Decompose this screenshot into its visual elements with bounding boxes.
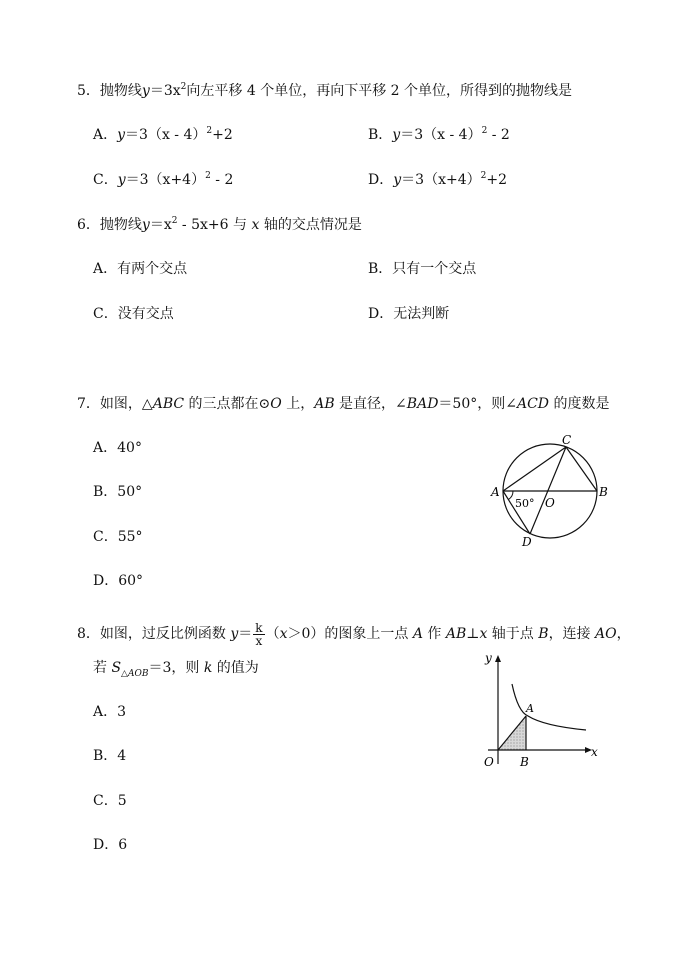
option-text: 60°: [118, 573, 144, 589]
option-text: 3: [117, 704, 127, 720]
option-var: y: [117, 172, 126, 188]
q8-label-o: O: [484, 755, 494, 769]
option-text: 55°: [117, 529, 143, 545]
q6-stem-eq: ＝x: [149, 217, 172, 233]
q7-label-o: O: [545, 496, 555, 510]
option-text: 50°: [117, 484, 143, 500]
q8-stem-e: ，连接: [548, 626, 596, 642]
q7-stem-d: 是直径，∠: [334, 396, 407, 412]
q6-stem-prefix: 抛物线: [99, 217, 142, 233]
option-label: D．: [93, 837, 119, 853]
option-var: y: [393, 172, 402, 188]
q7-option-a[interactable]: [93, 438, 142, 458]
q6-stem-var: y: [141, 217, 150, 233]
option-label: A．: [93, 261, 118, 277]
q8-label-y: y: [485, 651, 492, 665]
option-text: 6: [118, 837, 128, 853]
q6-stem: [77, 215, 362, 235]
option-label: A．: [93, 704, 118, 720]
q7-chord-bc: [566, 447, 597, 491]
q8-label-b: B: [520, 755, 529, 769]
q7-angle-arc: [509, 491, 514, 500]
q5-number: 5．: [77, 83, 100, 99]
q8-cond-x: x: [279, 626, 288, 642]
q7-stem-e: ＝50°，则∠: [438, 396, 517, 412]
option-body: ＝3（x - 4）: [400, 127, 482, 143]
option-body: ＝3（x+4）: [125, 172, 206, 188]
q7-stem-a: 如图，△: [99, 396, 153, 412]
q8-stem-x: x: [479, 626, 488, 642]
option-exp: 2: [205, 171, 211, 181]
q7-stem-acd: ACD: [516, 396, 550, 412]
q5-option-a[interactable]: [93, 125, 233, 145]
option-exp: 2: [481, 126, 488, 136]
option-body: ＝3（x+4）: [401, 172, 481, 188]
q8-stem-b-point: B: [538, 626, 549, 642]
q5-stem-var: y: [141, 83, 150, 99]
q6-stem-exp: 2: [171, 216, 178, 226]
q8-stem-a-point: A: [412, 626, 423, 642]
option-label: B．: [93, 484, 118, 500]
option-var: y: [117, 127, 126, 143]
q8-stem: [77, 620, 631, 648]
q5-stem-prefix: 抛物线: [99, 83, 142, 99]
q7-angle-label: 50°: [515, 497, 535, 510]
q8-option-d[interactable]: [93, 835, 127, 855]
option-text: 有两个交点: [117, 261, 188, 277]
option-exp: 2: [206, 126, 213, 136]
option-body: ＝3（x - 4）: [125, 127, 207, 143]
q8-cond-open: （: [265, 626, 280, 642]
option-label: A．: [93, 127, 118, 143]
q5-option-d[interactable]: [368, 170, 507, 190]
q8-stem-d: 轴于点: [487, 626, 539, 642]
option-var: y: [392, 127, 401, 143]
q8-stem-y: y: [230, 626, 239, 642]
option-text: 只有一个交点: [392, 261, 477, 277]
q8-label-x: x: [591, 745, 598, 759]
q7-label-c: C: [562, 433, 572, 447]
option-label: C．: [93, 306, 118, 322]
option-text: 4: [117, 748, 127, 764]
option-text: 40°: [117, 440, 142, 456]
q7-option-d[interactable]: [93, 571, 143, 591]
q7-stem-b: 的三点都在⊙: [184, 396, 271, 412]
option-tail: +2: [212, 127, 233, 143]
option-tail: - 2: [210, 172, 234, 188]
q5-option-c[interactable]: [93, 170, 233, 190]
q7-option-c[interactable]: [93, 527, 143, 547]
q8-line2-s: S: [111, 660, 122, 676]
q7-label-d: D: [522, 535, 532, 549]
q6-option-a[interactable]: [93, 259, 187, 279]
q8-line2-a: 若: [93, 660, 112, 676]
option-label: B．: [93, 748, 118, 764]
option-label: D．: [93, 573, 119, 589]
option-label: C．: [93, 793, 118, 809]
q8-stem-perp: ⊥: [466, 626, 480, 642]
q8-line2-k: k: [203, 660, 213, 676]
q8-stem-b: 作: [422, 626, 446, 642]
q8-stem-ab: AB: [445, 626, 467, 642]
q7-stem-c: 上，: [281, 396, 315, 412]
q7-stem-o: O: [270, 396, 282, 412]
option-label: B．: [368, 127, 393, 143]
option-label: C．: [93, 172, 118, 188]
q8-stem-f: ，: [616, 626, 631, 642]
q8-cond-close: ＞0）的图象上一点: [287, 626, 413, 642]
option-tail: - 2: [487, 127, 510, 143]
q8-fraction-denominator: x: [255, 633, 263, 648]
q8-y-arrow: [495, 655, 501, 662]
q6-option-d[interactable]: [368, 304, 449, 324]
option-tail: +2: [486, 172, 507, 188]
option-text: 5: [117, 793, 127, 809]
q8-fraction: [253, 622, 264, 647]
option-label: B．: [368, 261, 393, 277]
q7-stem-f: 的度数是: [549, 396, 610, 412]
q7-stem-bad: BAD: [406, 396, 439, 412]
q8-line2-sub: △AOB: [121, 668, 149, 679]
q7-circle-figure: [486, 432, 616, 550]
q5-stem: [77, 81, 572, 101]
option-label: C．: [93, 529, 118, 545]
q7-label-b: B: [599, 485, 608, 499]
q6-option-c[interactable]: [93, 304, 174, 324]
q8-stem-a: 如图，过反比例函数: [99, 626, 231, 642]
q8-fraction-numerator: k: [255, 620, 263, 635]
q8-stem-ao: AO: [595, 626, 617, 642]
q8-number: 8．: [77, 626, 100, 642]
q7-label-a: A: [491, 485, 500, 499]
q5-stem-exp: 2: [180, 82, 187, 92]
q7-option-b[interactable]: [93, 482, 142, 502]
q7-number: 7．: [77, 396, 100, 412]
q6-stem-mid: - 5x+6 与: [177, 217, 252, 233]
q7-stem: [77, 394, 609, 414]
q5-option-b[interactable]: [368, 125, 510, 145]
q5-stem-eq: ＝3x: [149, 83, 181, 99]
q6-stem-x: x: [251, 217, 260, 233]
option-label: A．: [93, 440, 118, 456]
q8-option-c[interactable]: [93, 791, 127, 811]
q6-option-b[interactable]: [368, 259, 476, 279]
q5-stem-suffix: 向左平移 4 个单位，再向下平移 2 个单位，所得到的抛物线是: [186, 83, 573, 99]
option-text: 无法判断: [393, 306, 450, 322]
q8-line2-b: ＝3，则: [148, 660, 204, 676]
option-label: D．: [368, 306, 394, 322]
q8-stem-eq: ＝: [238, 626, 253, 642]
q8-option-a[interactable]: [93, 702, 126, 722]
q6-stem-suffix: 轴的交点情况是: [259, 217, 362, 233]
option-label: D．: [368, 172, 394, 188]
q8-stem-line2: [93, 658, 259, 684]
q8-hyperbola-figure: [474, 646, 604, 772]
q7-stem-abc: ABC: [152, 396, 185, 412]
option-text: 没有交点: [117, 306, 174, 322]
q8-line2-c: 的值为: [212, 660, 259, 676]
q7-stem-ab: AB: [314, 396, 335, 412]
q8-option-b[interactable]: [93, 746, 126, 766]
q8-label-a: A: [526, 702, 534, 715]
option-exp: 2: [480, 171, 487, 181]
q6-number: 6．: [77, 217, 100, 233]
